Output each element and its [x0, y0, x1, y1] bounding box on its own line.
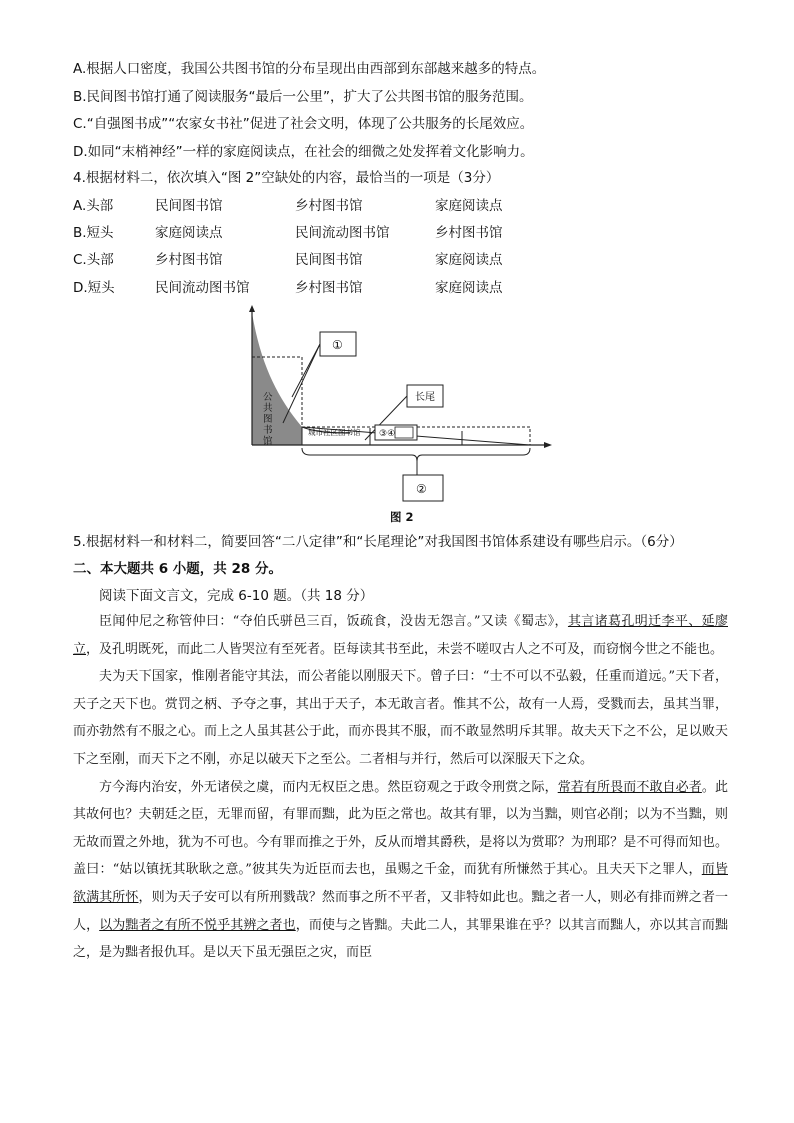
public-library-label: 书: [263, 425, 273, 436]
q4-option-letter: B.短头: [73, 225, 114, 241]
underlined-sentence: 其言诸葛孔明迁李平、延廖立: [73, 614, 728, 657]
leader-line: [283, 344, 320, 423]
long-tail-label: 长尾: [415, 392, 435, 403]
q3-option-d: D.如同“末梢神经”一样的家庭阅读点，在社会的细微之处发挥着文化影响力。: [73, 144, 534, 160]
q3-option-b: B.民间图书馆打通了阅读服务“最后一公里”，扩大了公共图书馆的服务范围。: [73, 89, 533, 105]
long-tail-diagram: [230, 305, 560, 530]
passage-paragraph: [73, 608, 728, 663]
x-axis-arrow: [544, 442, 552, 448]
blank-label-2: ②: [416, 482, 427, 496]
underlined-sentence: 以为黜者之有所不悦乎其辨之者也: [99, 917, 296, 933]
brace: [302, 448, 530, 461]
q4-option-cell: 民间流动图书馆: [295, 225, 390, 241]
community-library-label: 城市社区图书馆: [308, 428, 361, 437]
passage-text: 方今海内治安，外无诸侯之虞，而内无权臣之患。然臣窃观之于政令刑赏之际，: [99, 779, 558, 795]
public-library-label: 馆: [263, 436, 273, 447]
q4-stem: 4.根据材料二，依次填入“图 2”空缺处的内容，最恰当的一项是（3分）: [73, 170, 500, 186]
leader-line: [292, 344, 320, 397]
blank-label-1: ①: [332, 338, 343, 352]
blank-label-34: ③④: [379, 429, 396, 439]
classical-passage: [73, 608, 728, 967]
q4-option-cell: 民间图书馆: [155, 198, 223, 214]
q4-option-cell: 民间图书馆: [295, 252, 363, 268]
q4-option-cell: 家庭阅读点: [435, 252, 503, 268]
q4-option-letter: A.头部: [73, 198, 114, 214]
head-area: [252, 313, 302, 445]
q4-option-cell: 乡村图书馆: [435, 225, 503, 241]
underlined-sentence: 而皆欲满其所怀: [73, 862, 728, 905]
section-instruction: 阅读下面文言文，完成 6-10 题。（共 18 分）: [99, 588, 374, 604]
public-library-label: 共: [263, 403, 273, 414]
public-library-label: 公: [263, 392, 273, 403]
q4-option-cell: 乡村图书馆: [295, 198, 363, 214]
passage-text: ，而使与之皆黜。夫此二人，其罪果谁在乎？以其言而黜人，亦以其言而黜之，是为黜者报仇耳。是以天下虽无强臣之灾，而臣: [73, 917, 728, 961]
section-title: 二、本大题共 6 小题，共 28 分。: [73, 561, 282, 577]
passage-text: 。此其故何也？夫朝廷之臣，无罪而留，有罪而黜，此为臣之常也。故其有罪，以为当黜，则官必削；以为不当黜，则无故而置之外地，犹为不可也。今有罪而推之于外，反从而增其爵秩，是将以为赏耶？为刑耶？是不可得而知也。盖曰：“姑以镇抚其耿耿之意。”彼其失为近臣而去也，虽赐之千金，而犹有所慊然于其心。且夫天下之罪人，: [73, 779, 728, 878]
q4-option-cell: 乡村图书馆: [295, 280, 363, 296]
q4-option-cell: 民间流动图书馆: [155, 280, 250, 296]
public-library-label: 图: [263, 414, 273, 425]
underlined-sentence: 常若有所畏而不敢自必者: [557, 779, 702, 795]
q4-option-cell: 乡村图书馆: [155, 252, 223, 268]
q3-option-a: A.根据人口密度，我国公共图书馆的分布呈现出由西部到东部越来越多的特点。: [73, 61, 546, 77]
q4-option-cell: 家庭阅读点: [435, 198, 503, 214]
q4-option-letter: D.短头: [73, 280, 115, 296]
q4-option-letter: C.头部: [73, 252, 114, 268]
figure-caption: 图 2: [390, 510, 414, 524]
q5-stem: 5.根据材料一和材料二，简要回答“二八定律”和“长尾理论”对我国图书馆体系建设有哪些启示。（6分）: [73, 534, 683, 550]
q3-option-c: C.“自强图书成”“农家女书社”促进了社会文明，体现了公共服务的长尾效应。: [73, 116, 534, 132]
y-axis-arrow: [249, 305, 255, 312]
passage-paragraph: [73, 663, 728, 773]
passage-text: ，及孔明既死，而此二人皆哭泣有至死者。臣每读其书至此，未尝不嗟叹古人之不可及，而窃悯今世之不能也。: [86, 641, 724, 657]
passage-text: 夫为天下国家，惟刚者能守其法，而公者能以刚服天下。曾子曰：“士不可以不弘毅，任重而道远。”天下者，天子之天下也。赏罚之柄、予夺之事，其出于天子，本无敢言者。惟其不公，故有一人焉，受戮而去，虽其当罪，而亦勃然有不服之心。而上之人虽其甚公于此，而亦畏其不服，而不敢显然明斥其罪。故夫天下之不公，足以败天下之至刚，而天下之不刚，亦足以破天下之至公。二者相与并行，然后可以深服天下之众。: [73, 669, 728, 767]
passage-text: ，则为天子安可以有所刑戮哉？然而事之所不平者，又非特如此也。黜之者一人，则必有排而辨之者一人，: [73, 889, 728, 933]
q4-option-cell: 家庭阅读点: [435, 280, 503, 296]
passage-paragraph: [73, 774, 728, 967]
q4-option-cell: 家庭阅读点: [155, 225, 223, 241]
passage-text: 臣闻仲尼之称管仲曰：“夺伯氏骈邑三百，饭疏食，没齿无怨言。”又读《蜀志》，: [99, 614, 568, 629]
